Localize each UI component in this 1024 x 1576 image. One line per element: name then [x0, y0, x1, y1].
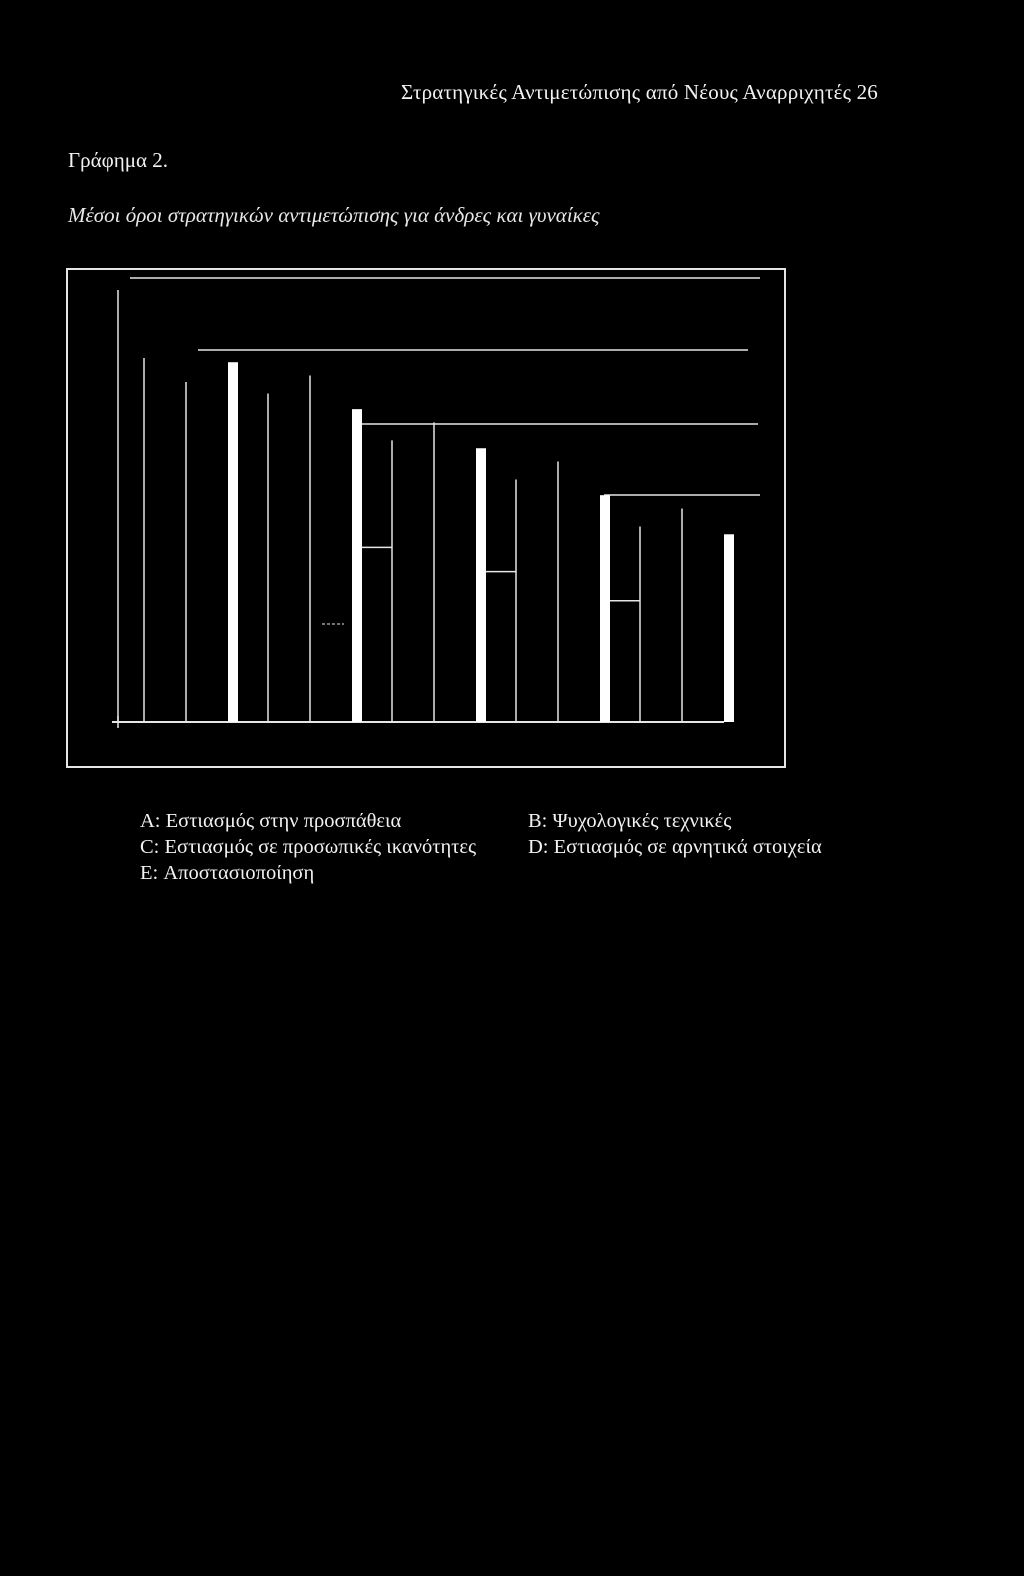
legend-item-b: B: Ψυχολογικές τεχνικές [528, 810, 732, 832]
chart-frame [66, 268, 786, 768]
legend-row [140, 834, 900, 860]
bar-series1-D [600, 495, 610, 722]
bar-series1-C [476, 448, 486, 722]
legend-row [140, 808, 900, 834]
legend-item-e: E: Αποστασιοποίηση [140, 862, 315, 884]
legend-item-d: D: Εστιασμός σε αρνητικά στοιχεία [528, 836, 822, 858]
bar-chart [68, 270, 784, 766]
figure-label: Γράφημα 2. [68, 148, 168, 172]
running-header: Στρατηγικές Αντιμετώπισης από Νέους Αναρριχητές 26 [400, 80, 878, 104]
bar-series1-E [724, 534, 734, 722]
figure-caption: Μέσοι όροι στρατηγικών αντιμετώπισης για άνδρες και γυναίκες [68, 203, 600, 227]
bar-series1-A [228, 362, 238, 722]
legend-row [140, 860, 900, 886]
bar-series1-B [352, 409, 362, 722]
legend [140, 808, 900, 886]
legend-item-c: C: Εστιασμός σε προσωπικές ικανότητες [140, 836, 477, 858]
legend-item-a: A: Εστιασμός στην προσπάθεια [140, 810, 402, 832]
